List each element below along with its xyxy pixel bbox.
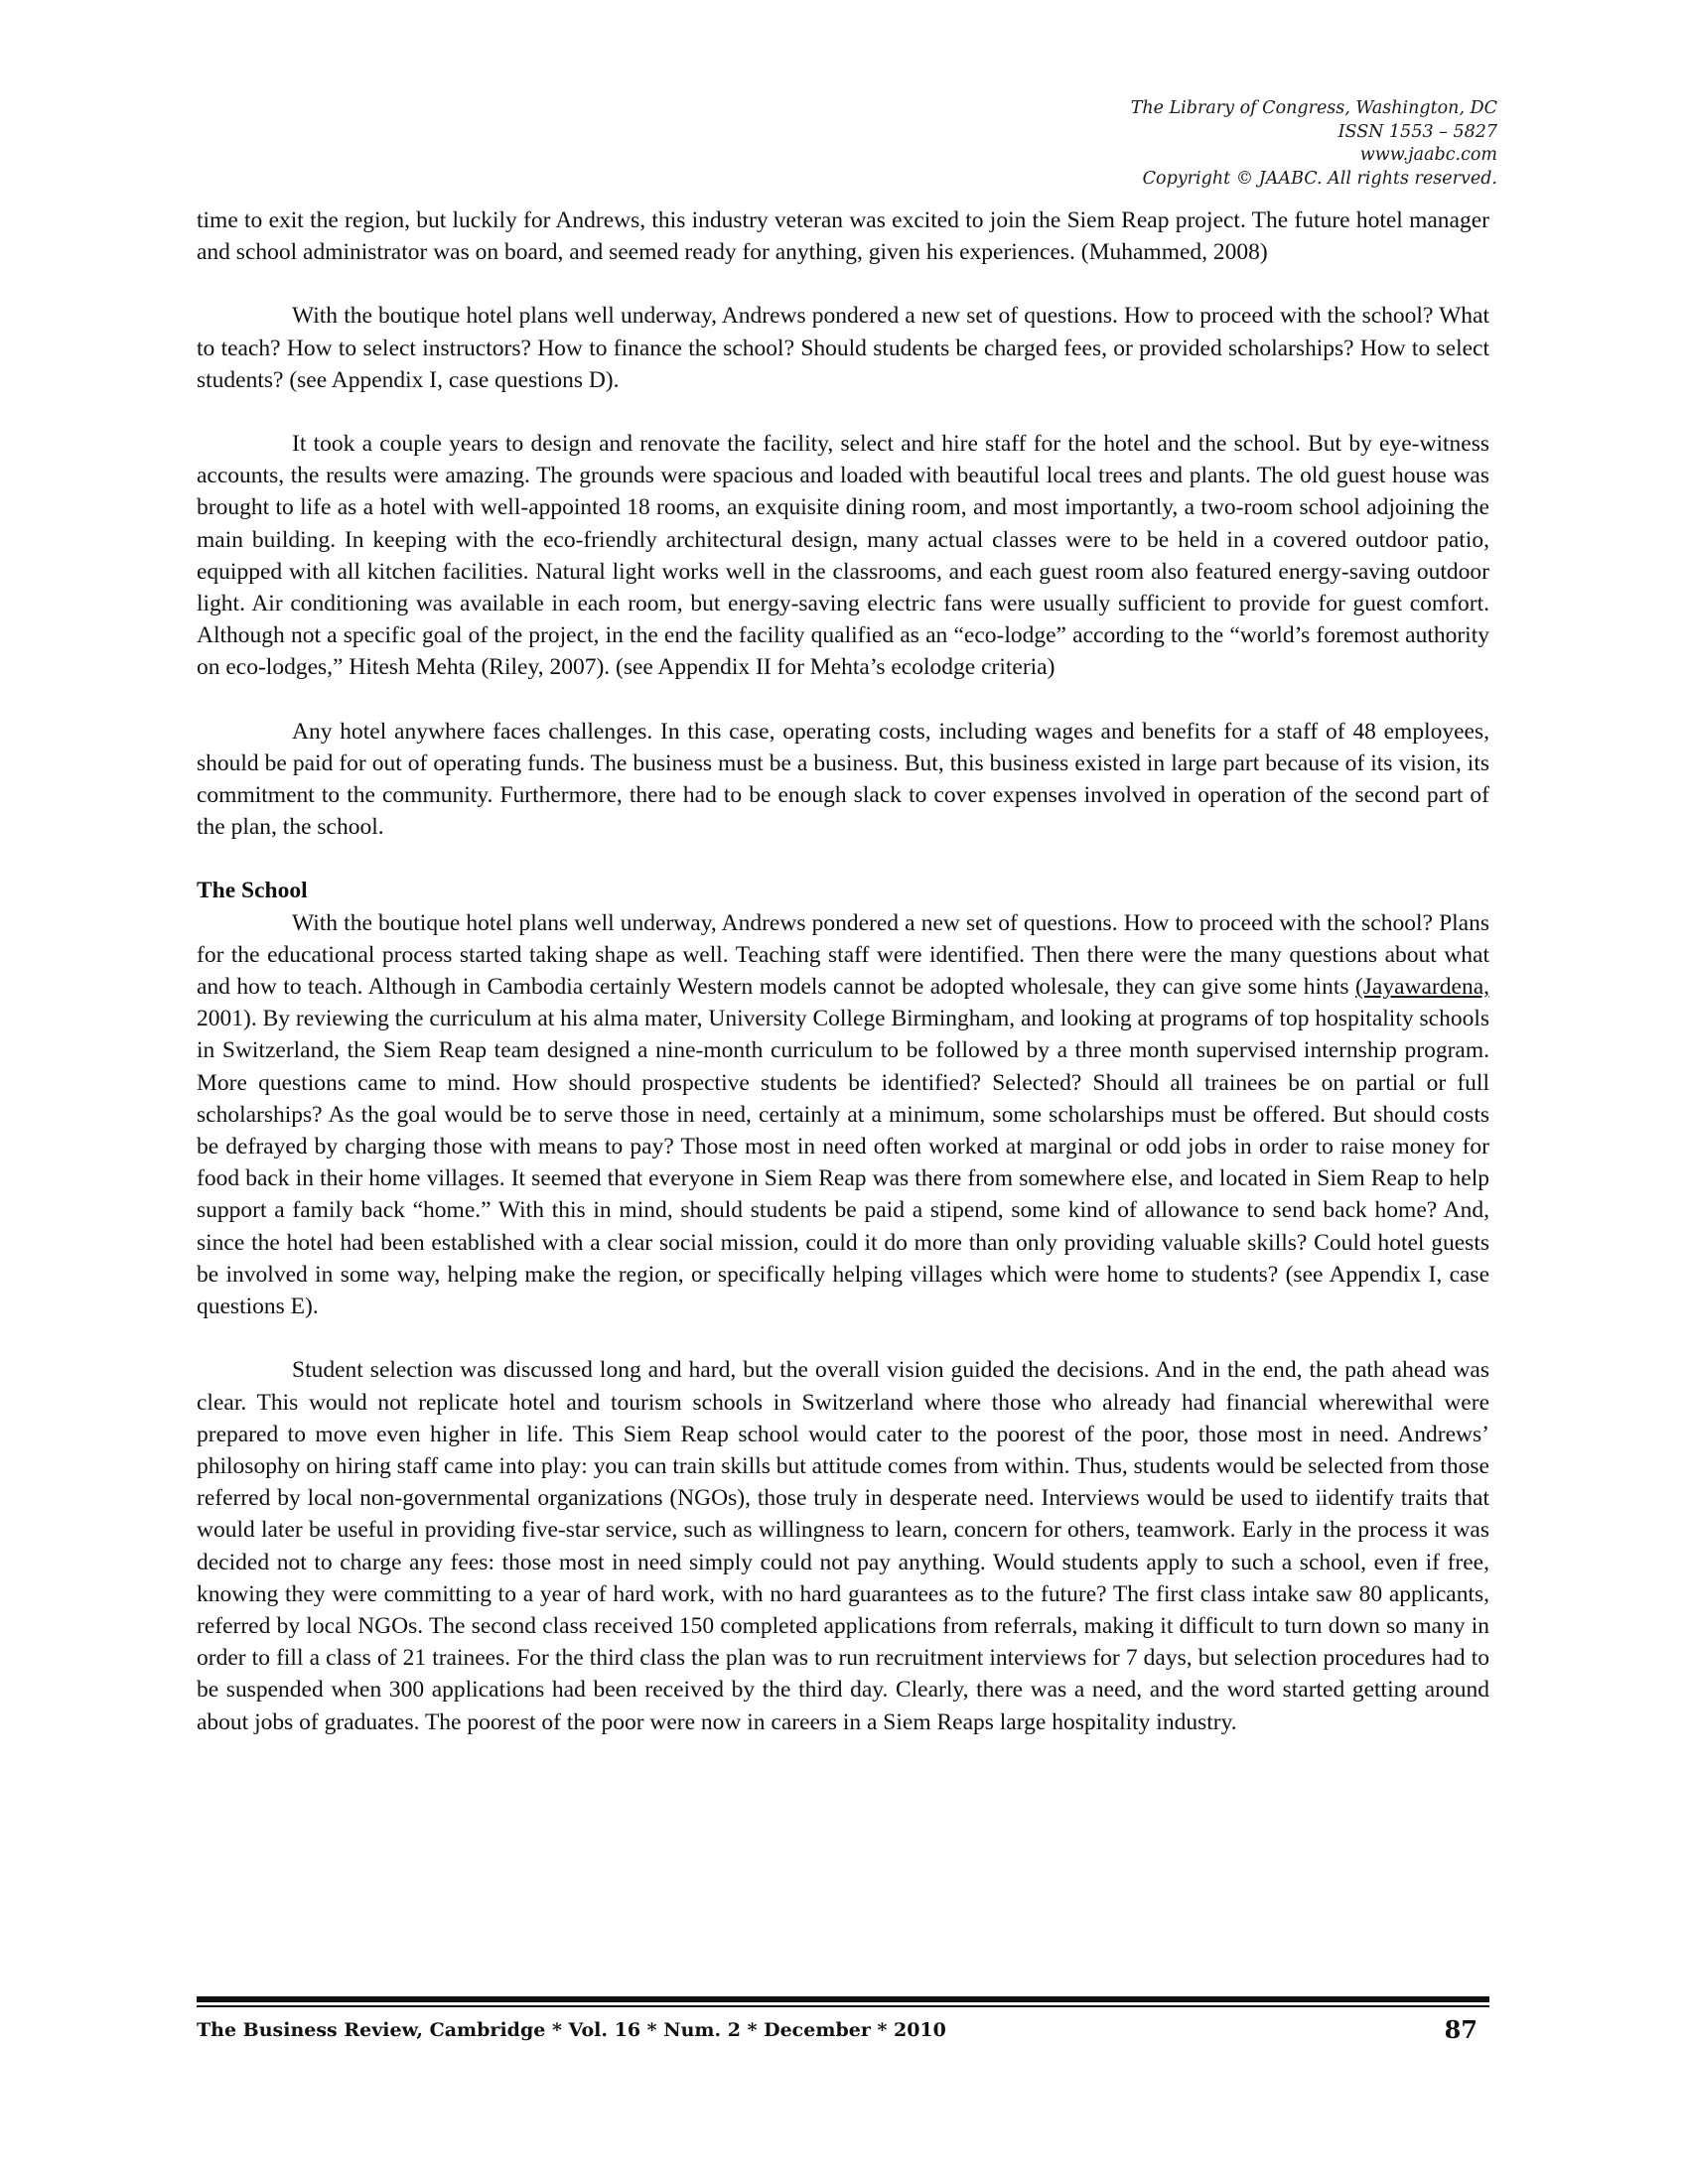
paragraph-3: It took a couple years to design and renovate the facility, select and hire staff for the hotel and the school. But by eye-witness accounts, the results were amazing. The grounds were spacious and loaded with beautiful local trees and plants. The old guest house was brought to life as a hotel with well-appointed 18 rooms, an exquisite dining room, and most importantly, a two-room school adjoining the main building. In keeping with the eco-friendly architectural design, many actual classes were to be held in a covered outdoor patio, equipped with all kitchen facilities. Natural light works well in the classrooms, and each guest room also featured energy-saving outdoor light. Air conditioning was available in each room, but energy-saving electric fans were usually sufficient to provide for guest comfort. Although not a specific goal of the project, in the end the facility qualified as an “eco-lodge” according to the “world’s foremost authority on eco-lodges,” Hitesh Mehta (Riley, 2007). (see Appendix II for Mehta’s ecolodge criteria) bbox=[197, 431, 1489, 681]
paragraph-5-text-a: With the boutique hotel plans well underway, Andrews pondered a new set of questions. How to proceed with the school? Plans for the educational process started taking shape as well. Teaching staff were identified. Then there were the many questions about what and how to teach. Although in Cambodia certainly Western models cannot be adopted wholesale, they can give some hints bbox=[197, 909, 1489, 1001]
page-footer bbox=[197, 2015, 1489, 2051]
header-issn: ISSN 1553 – 5827 bbox=[1337, 121, 1497, 142]
journal-header bbox=[802, 97, 1497, 191]
paragraph-6: Student selection was discussed long and hard, but the overall vision guided the decisions. And in the end, the path ahead was clear. This would not replicate hotel and tourism schools in Switzerland where those who already had financial wherewithal were prepared to move even higher in life. This Siem Reap school would cater to the poorest of the poor, those most in need. Andrews’ philosophy on hiring staff came into play: you can train skills but attitude comes from within. Thus, students would be selected from those referred by local non-governmental organizations (NGOs), those truly in desperate need. Interviews would be used to iidentify traits that would later be useful in providing five-star service, such as willingness to learn, concern for others, teamwork. Early in the process it was decided not to charge any fees: those most in need simply could not pay anything. Would students apply to such a school, even if free, knowing they were committing to a year of hard work, with no hard guarantees as to the future? The first class intake saw 80 applicants, referred by local NGOs. The second class received 150 completed applications from referrals, making it difficult to turn down so many in order to fill a class of 21 trainees. For the third class the plan was to run recruitment interviews for 7 days, but selection procedures had to be suspended when 300 applications had been received by the third day. Clearly, there was a need, and the word started getting around about jobs of graduates. The poorest of the poor were now in careers in a Siem Reaps large hospitality industry. bbox=[197, 1357, 1489, 1735]
paragraph-5 bbox=[197, 907, 1489, 1323]
article-body bbox=[197, 205, 1489, 1738]
footer-rule-thin bbox=[197, 2005, 1489, 2007]
paragraph-2: With the boutique hotel plans well underway, Andrews pondered a new set of questions. How to proceed with the school? What to teach? How to select instructors? How to finance the school? Should students be charged fees, or provided scholarships? How to select students? (see Appendix I, case questions D). bbox=[197, 303, 1489, 393]
paragraph-4: Any hotel anywhere faces challenges. In this case, operating costs, including wages and benefits for a staff of 48 employees, should be paid for out of operating funds. The business must be a business. But, this business existed in large part because of its vision, its commitment to the community. Furthermore, there had to be enough slack to cover expenses involved in operation of the second part of the plan, the school. bbox=[197, 718, 1489, 841]
header-copyright: Copyright © JAABC. All rights reserved. bbox=[1142, 168, 1497, 189]
header-library: The Library of Congress, Washington, DC bbox=[1130, 98, 1497, 118]
section-heading-school: The School bbox=[197, 878, 308, 904]
citation-jayawardena: (Jayawardena, bbox=[1354, 974, 1489, 1001]
footer-rule-thick bbox=[197, 1996, 1489, 2002]
page-number: 87 bbox=[1444, 2015, 1477, 2044]
footer-journal-title: The Business Review, Cambridge * Vol. 16 * Num. 2 * December * 2010 bbox=[197, 2019, 946, 2041]
header-website: www.jaabc.com bbox=[1359, 145, 1497, 165]
paragraph-1: time to exit the region, but luckily for Andrews, this industry veteran was excited to join the Siem Reap project. The future hotel manager and school administrator was on board, and seemed ready for anything, given his experiences. (Muhammed, 2008) bbox=[197, 207, 1489, 266]
paragraph-5-text-b: 2001). By reviewing the curriculum at his alma mater, University College Birmingham, and looking at programs of top hospitality schools in Switzerland, the Siem Reap team designed a nine-month curriculum to be followed by a three month supervised internship program. More questions came to mind. How should prospective students be identified? Selected? Should all trainees be on partial or full scholarships? As the goal would be to serve those in need, certainly at a minimum, some scholarships must be offered. But should costs be defrayed by charging those with means to pay? Those most in need often worked at marginal or odd jobs in order to raise money for food back in their home villages. It seemed that everyone in Siem Reap was there from somewhere else, and located in Siem Reap to help support a family back “home.” With this in mind, should students be paid a stipend, some kind of allowance to send back home? And, since the hotel had been established with a clear social mission, could it do more than only providing valuable skills? Could hotel guests be involved in some way, helping make the region, or specifically helping villages which were home to students? (see Appendix I, case questions E). bbox=[197, 1006, 1489, 1320]
